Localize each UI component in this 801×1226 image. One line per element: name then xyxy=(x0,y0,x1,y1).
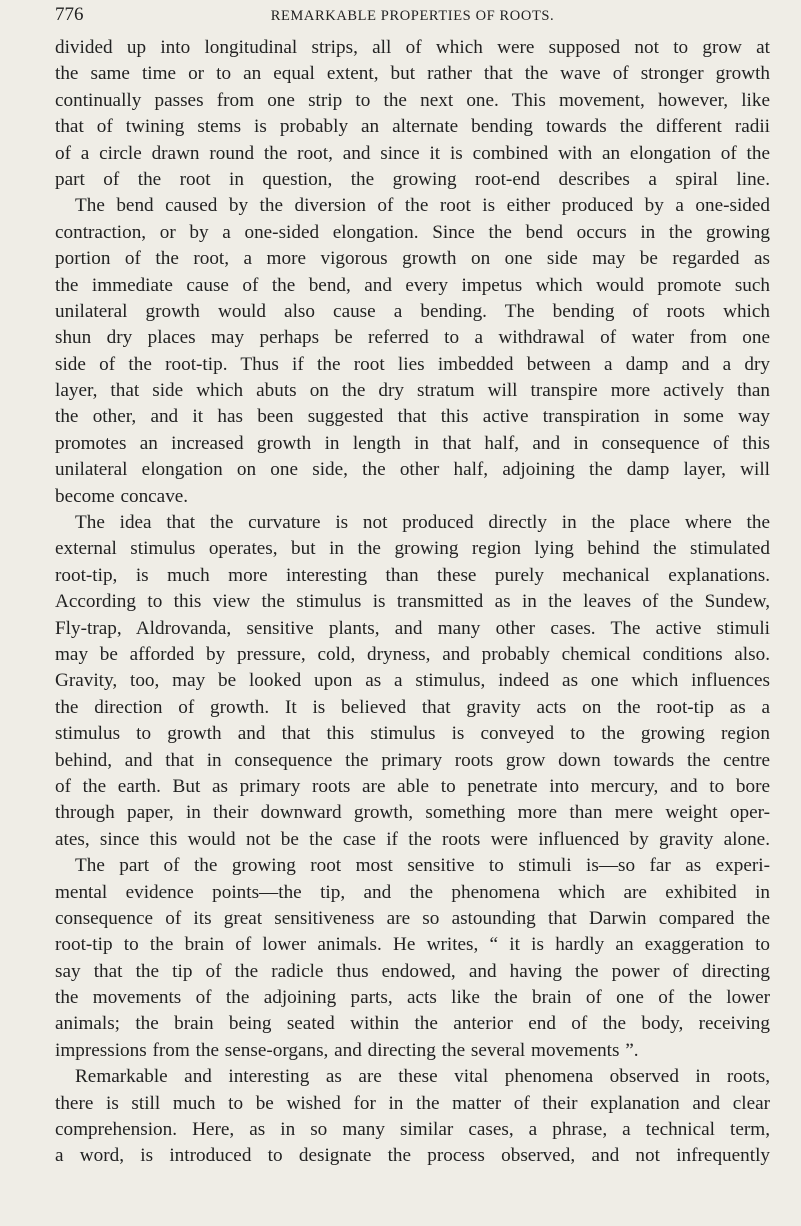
text-line: become concave. xyxy=(55,485,189,507)
text-line: Fly-trap, Aldrovanda, sensitive plants, and many other cases. The active stimuli xyxy=(55,617,770,639)
text-line: the direction of growth. It is believed that gravity acts on the root-tip as a xyxy=(55,696,770,718)
text-line: say that the tip of the radicle thus endowed, and having the power of directing xyxy=(55,960,770,982)
text-line: side of the root-tip. Thus if the root lies imbedded between a damp and a dry xyxy=(55,353,770,375)
text-line: portion of the root, a more vigorous growth on one side may be regarded as xyxy=(55,248,770,270)
page-body-text xyxy=(55,35,770,1170)
text-line: impressions from the sense-organs, and directing the several movements ”. xyxy=(55,1039,639,1061)
text-line: contraction, or by a one-sided elongation. Since the bend occurs in the growing xyxy=(55,221,770,243)
text-line: Remarkable and interesting as are these vital phenomena observed in roots, xyxy=(75,1066,770,1088)
text-line: external stimulus operates, but in the growing region lying behind the stimulated xyxy=(55,538,770,560)
text-line: the immediate cause of the bend, and every impetus which would promote such xyxy=(55,274,770,296)
text-line: the movements of the adjoining parts, acts like the brain of one of the lower xyxy=(55,987,770,1009)
text-line: continually passes from one strip to the next one. This movement, however, like xyxy=(55,89,770,111)
running-header xyxy=(55,4,770,30)
text-line: through paper, in their downward growth, something more than mere weight oper- xyxy=(55,802,770,824)
text-line: Gravity, too, may be looked upon as a stimulus, indeed as one which influences xyxy=(55,670,770,692)
text-line: ates, since this would not be the case if the roots were influenced by gravity alone. xyxy=(55,828,770,850)
text-line: The part of the growing root most sensitive to stimuli is—so far as experi- xyxy=(75,855,770,877)
text-line: The bend caused by the diversion of the root is either produced by a one-sided xyxy=(75,195,770,217)
text-line: the other, and it has been suggested that this active transpiration in some way xyxy=(55,406,770,428)
text-line: root-tip to the brain of lower animals. He writes, “ it is hardly an exaggeration to xyxy=(55,934,770,956)
text-line: comprehension. Here, as in so many similar cases, a phrase, a technical term, xyxy=(55,1119,770,1141)
text-line: the same time or to an equal extent, but rather that the wave of stronger growth xyxy=(55,63,770,85)
text-line: may be afforded by pressure, cold, dryness, and probably chemical conditions also. xyxy=(55,643,770,665)
text-line: The idea that the curvature is not produced directly in the place where the xyxy=(75,512,770,534)
text-line: root-tip, is much more interesting than these purely mechanical explanations. xyxy=(55,564,770,586)
text-line: unilateral growth would also cause a bending. The bending of roots which xyxy=(55,300,770,322)
text-line: consequence of its great sensitiveness are so astounding that Darwin compared the xyxy=(55,907,770,929)
text-line: of the earth. But as primary roots are able to penetrate into mercury, and to bore xyxy=(55,775,770,797)
text-line: animals; the brain being seated within the anterior end of the body, receiving xyxy=(55,1013,770,1035)
text-line: part of the root in question, the growing root-end describes a spiral line. xyxy=(55,168,770,190)
text-line: of a circle drawn round the root, and since it is combined with an elongation of the xyxy=(55,142,770,164)
text-line: divided up into longitudinal strips, all of which were supposed not to grow at xyxy=(55,37,770,58)
text-line: mental evidence points—the tip, and the phenomena which are exhibited in xyxy=(55,881,770,903)
text-line: that of twining stems is probably an alternate bending towards the different radii xyxy=(55,116,770,138)
text-line: a word, is introduced to designate the process observed, and not infrequently xyxy=(55,1145,770,1167)
text-line: unilateral elongation on one side, the other half, adjoining the damp layer, will xyxy=(55,459,770,481)
text-line: stimulus to growth and that this stimulus is conveyed to the growing region xyxy=(55,723,770,745)
running-title: REMARKABLE PROPERTIES OF ROOTS. xyxy=(270,8,555,24)
text-line: promotes an increased growth in length in that half, and in consequence of this xyxy=(55,432,770,454)
text-line: there is still much to be wished for in the matter of their explanation and clear xyxy=(55,1092,770,1114)
text-line: behind, and that in consequence the primary roots grow down towards the centre xyxy=(55,749,770,771)
page-number: 776 xyxy=(55,4,84,25)
text-line: According to this view the stimulus is transmitted as in the leaves of the Sundew, xyxy=(55,591,770,613)
text-line: shun dry places may perhaps be referred to a withdrawal of water from one xyxy=(55,327,770,349)
text-line: layer, that side which abuts on the dry stratum will transpire more actively than xyxy=(55,380,770,402)
